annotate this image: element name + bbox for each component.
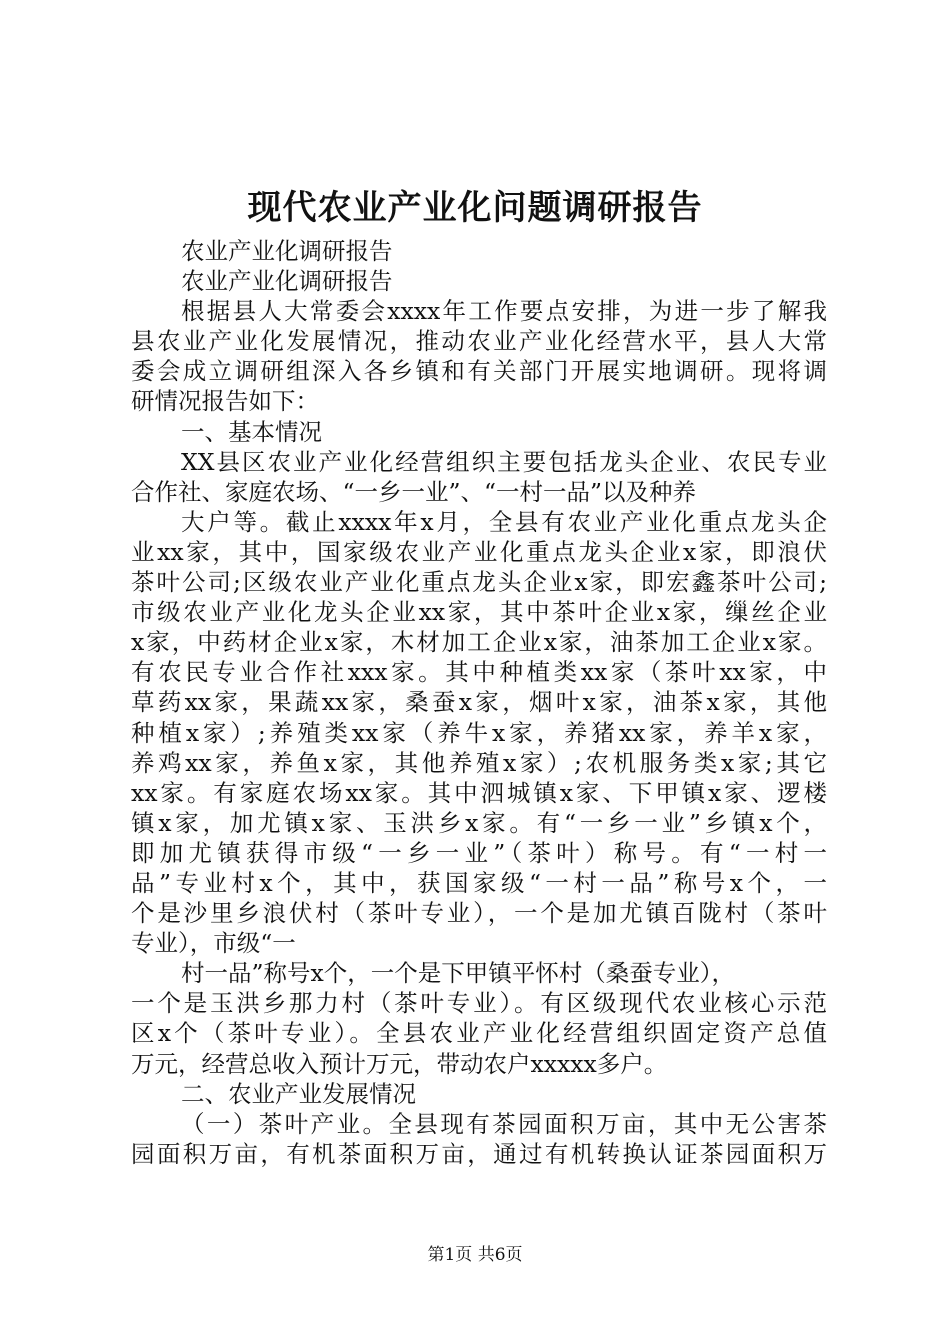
paragraph-line: 品”专业村x个，其中，获国家级“一村一品”称号x个，一 (131, 868, 827, 897)
paragraph-line: 一个是玉洪乡那力村（茶叶专业）。有区级现代农业核心示范 (131, 989, 827, 1018)
paragraph-line: 草药xx家，果蔬xx家，桑蚕x家，烟叶x家，油茶x家，其他 (131, 688, 827, 717)
paragraph-line: 合作社、家庭农场、“一乡一业”、“一村一品”以及种养 (131, 477, 697, 506)
document-body (131, 236, 827, 1169)
paragraph-line: 县农业产业化发展情况，推动农业产业化经营水平，县人大常 (131, 327, 827, 356)
paragraph-line: 园面积万亩，有机茶面积万亩，通过有机转换认证茶园面积万 (131, 1139, 827, 1168)
paragraph-line: 镇x家，加尤镇x家、玉洪乡x家。有“一乡一业”乡镇x个， (131, 808, 827, 837)
paragraph-line: 个是沙里乡浪伏村（茶叶专业），一个是加尤镇百陇村（茶叶 (131, 899, 827, 928)
paragraph-line: 养鸡xx家，养鱼x家，其他养殖x家）;农机服务类x家;其它 (131, 748, 827, 777)
paragraph-line: 研情况报告如下： (131, 387, 319, 416)
paragraph-line: 区x个（茶叶专业）。全县农业产业化经营组织固定资产总值 (131, 1019, 827, 1048)
section-heading: 一、基本情况 (181, 417, 322, 446)
document-title: 现代农业产业化问题调研报告 (247, 188, 703, 228)
paragraph-line: （一）茶叶产业。全县现有茶园面积万亩，其中无公害茶 (181, 1109, 827, 1138)
subtitle-line: 农业产业化调研报告 (181, 237, 393, 265)
paragraph-line: 万元，经营总收入预计万元，带动农户xxxxx多户。 (131, 1049, 668, 1078)
page-number-footer: 第1页 共6页 (427, 1245, 523, 1265)
paragraph-line: 业xx家，其中，国家级农业产业化重点龙头企业x家，即浪伏 (131, 537, 827, 566)
paragraph-line: 即加尤镇获得市级“一乡一业”（茶叶）称号。有“一村一 (131, 838, 827, 867)
paragraph-line: 种植x家）;养殖类xx家（养牛x家，养猪xx家，养羊x家， (131, 718, 827, 747)
paragraph-line: 根据县人大常委会xxxx年工作要点安排，为进一步了解我 (181, 297, 827, 326)
paragraph-line: 大户等。截止xxxx年x月，全县有农业产业化重点龙头企 (181, 507, 827, 536)
paragraph-line: 村一品”称号x个，一个是下甲镇平怀村（桑蚕专业）， (181, 959, 736, 988)
paragraph-line: x家，中药材企业x家，木材加工企业x家，油茶加工企业x家。 (131, 628, 827, 657)
paragraph-line: xx家。有家庭农场xx家。其中泗城镇x家、下甲镇x家、逻楼 (131, 778, 827, 807)
section-heading: 二、农业产业发展情况 (181, 1079, 416, 1108)
paragraph-line: 有农民专业合作社xxx家。其中种植类xx家（茶叶xx家，中 (131, 658, 827, 687)
paragraph-line: 委会成立调研组深入各乡镇和有关部门开展实地调研。现将调 (131, 357, 827, 386)
paragraph-line: XX县区农业产业化经营组织主要包括龙头企业、农民专业 (181, 447, 827, 476)
subtitle-line: 农业产业化调研报告 (181, 267, 393, 296)
paragraph-line: 专业），市级“一 (131, 929, 296, 958)
paragraph-line: 茶叶公司;区级农业产业化重点龙头企业x家，即宏鑫茶叶公司; (131, 568, 827, 597)
paragraph-line: 市级农业产业化龙头企业xx家，其中茶叶企业x家，缫丝企业 (131, 598, 827, 627)
